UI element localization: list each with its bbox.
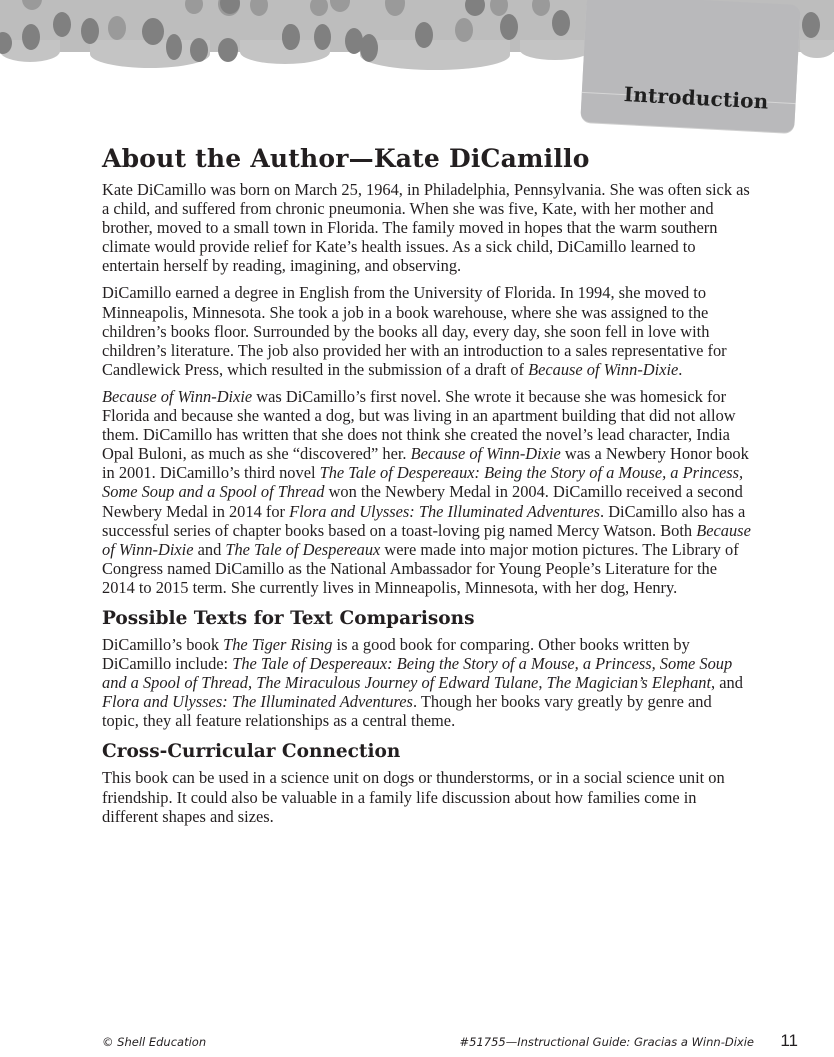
text-run: , — [538, 673, 547, 693]
book-title: Because of Winn-Dixie — [528, 359, 679, 379]
book-title: The Tale of Despereaux: Being the Story of a Mouse, a Princess, Some Soup and a Spool of Thread — [102, 463, 744, 502]
banner-dot — [802, 12, 820, 38]
book-title: The Tiger Rising — [223, 634, 333, 654]
banner-drip — [800, 40, 834, 58]
text-run: is a good book for comparing. Other books written by DiCamillo include: — [102, 634, 690, 674]
banner-dot — [360, 34, 378, 62]
comparisons-heading: Possible Texts for Text Comparisons — [102, 607, 475, 629]
cross-curricular-paragraph: This book can be used in a science unit on dogs or thunderstorms, or in a social science unit on friendship. It could also be valuable in a family life discussion about how families come in different shapes and sizes. — [102, 768, 725, 826]
banner-drip — [520, 40, 590, 60]
banner-dot — [108, 16, 126, 40]
page-number: 11 — [780, 1031, 798, 1050]
book-title: Because of Winn-Dixie — [102, 386, 253, 406]
banner-dot — [500, 14, 518, 40]
text-run: was a Newbery Honor book in 2001. DiCamillo’s third novel — [102, 444, 749, 483]
banner-dot — [81, 18, 99, 44]
banner-dot — [22, 24, 40, 50]
book-title: The Magician’s Elephant — [546, 673, 712, 693]
text-run: , and — [711, 673, 743, 693]
banner-dot — [282, 24, 298, 50]
about-paragraph-1: Kate DiCamillo was born on March 25, 1964, in Philadelphia, Pennsylvania. She was often sick as a child, and suffered from chronic pneumonia. When she was five, Kate, with her mother and brother, moved to a small town in Florida. The family moved in hopes that the warm southern climate would provide relief for Kate’s health issues. As a sick child, DiCamillo learned to entertain herself by reading, imagining, and observing. — [102, 180, 750, 276]
publisher-credit: © Shell Education — [102, 1035, 207, 1049]
banner-dot — [455, 18, 473, 42]
section-tab — [580, 0, 800, 133]
book-title: Because of Winn-Dixie — [410, 444, 561, 464]
banner-dot — [552, 10, 570, 36]
text-run: won the Newbery Medal in 2004. DiCamillo received a second Newbery Medal in 2014 for — [102, 482, 743, 521]
banner-dot — [314, 24, 331, 50]
about-paragraph-2 — [102, 283, 752, 378]
book-title: Because of Winn-Dixie — [102, 520, 751, 559]
text-run: were made into major motion pictures. The Library of Congress named DiCamillo as the National Ambassador for Young People’s Literature for the 2014 to 2015 term. She currently lives in Minneapolis, Minnesota, with her dog, Henry. — [102, 539, 739, 597]
banner-dot — [142, 18, 164, 45]
book-title: Flora and Ulysses: The Illuminated Adventures — [289, 501, 601, 521]
text-run: . — [678, 359, 683, 379]
banner-dot — [53, 12, 71, 37]
about-paragraph-3 — [102, 387, 752, 597]
cross-curricular-heading: Cross-Curricular Connection — [102, 741, 401, 763]
text-run: DiCamillo earned a degree in English from the University of Florida. In 1994, she moved to Minneapolis, Minnesota. She took a job in a book warehouse, where she was assigned to the children’s books floor. Surrounded by the books all day, every day, she soon fell in love with children’s literature. The job also provided her with an introduction to a sales representative for Candlewick Press, which resulted in the submission of a draft of — [102, 283, 727, 379]
banner-dot — [415, 22, 433, 48]
banner-dot — [190, 38, 208, 62]
page-content — [102, 143, 752, 834]
book-title: Flora and Ulysses: The Illuminated Adventures — [102, 692, 413, 712]
text-run: , — [248, 673, 257, 693]
text-run: . DiCamillo also has a successful series of chapter books based on a toast-loving pig named Mercy Watson. Both — [102, 501, 746, 540]
book-title: The Tale of Despereaux — [225, 539, 381, 559]
book-title: The Tale of Despereaux: Being the Story of a Mouse, a Princess, Some Soup and a Spool of Thread — [102, 654, 733, 693]
text-run: and — [193, 539, 226, 559]
guide-reference: #51755—Instructional Guide: Gracias a Winn-Dixie — [459, 1035, 754, 1049]
text-run: was DiCamillo’s first novel. She wrote it because she was homesick for Florida and because she wanted a dog, but was living in an apartment building that did not allow them. DiCamillo has written that she does not think she created the novel’s lead character, India Opal Buloni, as much as she “discovered” her. — [102, 386, 736, 464]
text-run: DiCamillo’s book — [102, 634, 224, 654]
comparisons-paragraph — [102, 635, 752, 730]
page-footer — [102, 1032, 798, 1052]
book-title: The Miraculous Journey of Edward Tulane — [256, 673, 539, 693]
banner-drip — [360, 40, 510, 70]
banner-dot — [166, 34, 182, 60]
page-title: About the Author—Kate DiCamillo — [102, 144, 590, 173]
banner-dot — [218, 38, 238, 62]
section-tab-label: Introduction — [623, 82, 770, 114]
text-run: . Though her books vary greatly by genre and topic, they all feature relationships as a central theme. — [102, 692, 712, 731]
